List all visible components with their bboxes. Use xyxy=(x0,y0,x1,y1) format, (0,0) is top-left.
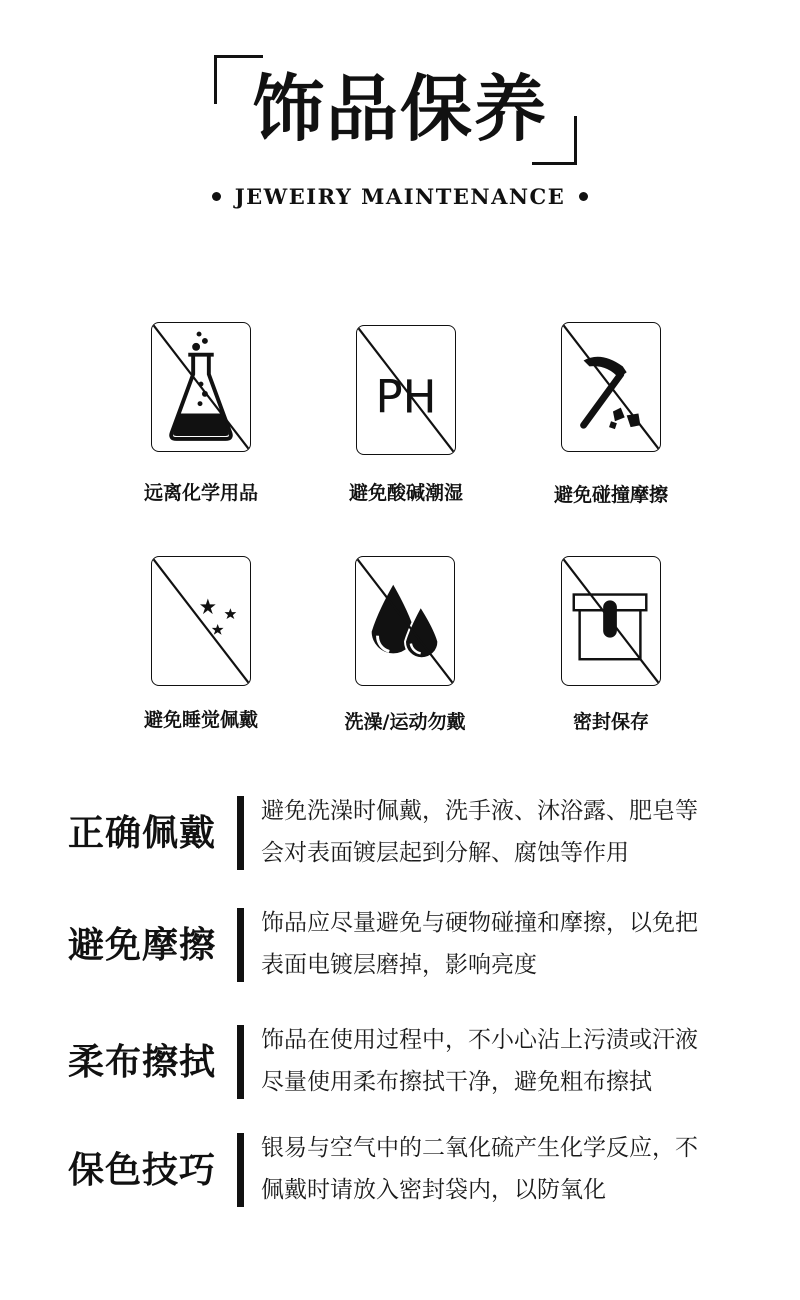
icon-label-collision: 避免碰撞摩擦 xyxy=(553,484,668,506)
tip-line: 会对表面镀层起到分解、腐蚀等作用 xyxy=(261,840,629,866)
tip-divider xyxy=(237,1133,244,1207)
tip-divider xyxy=(237,908,244,982)
tip-text-wear xyxy=(261,790,741,874)
moon-stars-icon xyxy=(151,556,251,686)
icon-label-ph: 避免酸碱潮湿 xyxy=(348,482,463,504)
tip-line: 尽量使用柔布擦拭干净，避免粗布擦拭 xyxy=(261,1069,652,1095)
tip-line: 饰品在使用过程中，不小心沾上污渍或汗液 xyxy=(261,1027,698,1053)
bullet-dot-right xyxy=(579,192,588,201)
water-drops-icon xyxy=(355,556,455,686)
tip-text-color xyxy=(261,1127,741,1211)
tip-text-friction xyxy=(261,902,741,986)
tip-text-wipe xyxy=(261,1019,741,1103)
tip-divider xyxy=(237,1025,244,1099)
icon-label-shower: 洗澡/运动勿戴 xyxy=(344,711,466,733)
page-title: 饰品保养 xyxy=(251,67,548,151)
tip-line: 饰品应尽量避免与硬物碰撞和摩擦，以免把 xyxy=(261,910,698,936)
subtitle-row xyxy=(0,184,800,209)
tip-line: 佩戴时请放入密封袋内，以防氧化 xyxy=(261,1177,606,1203)
ph-icon xyxy=(356,325,456,455)
icon-label-sleep: 避免睡觉佩戴 xyxy=(143,709,258,731)
tip-line: 表面电镀层磨掉，影响亮度 xyxy=(261,952,537,978)
hammer-icon xyxy=(561,322,661,452)
page-subtitle: JEWEIRY MAINTENANCE xyxy=(234,184,566,209)
tip-divider xyxy=(237,796,244,870)
icon-label-sealed: 密封保存 xyxy=(572,711,649,733)
icon-label-chemical: 远离化学用品 xyxy=(143,482,258,504)
bullet-dot-left xyxy=(212,192,221,201)
tip-line: 银易与空气中的二氧化硫产生化学反应，不 xyxy=(261,1135,698,1161)
sealed-box-icon xyxy=(561,556,661,686)
tip-title-wipe: 柔布擦拭 xyxy=(68,1042,217,1083)
svg-text:PH: PH xyxy=(375,370,437,424)
chemical-flask-icon xyxy=(151,322,251,452)
tip-line: 避免洗澡时佩戴，洗手液、沐浴露、肥皂等 xyxy=(261,798,698,824)
tip-title-friction: 避免摩擦 xyxy=(68,925,217,966)
tip-title-color: 保色技巧 xyxy=(68,1150,217,1191)
tip-title-wear: 正确佩戴 xyxy=(68,813,217,854)
